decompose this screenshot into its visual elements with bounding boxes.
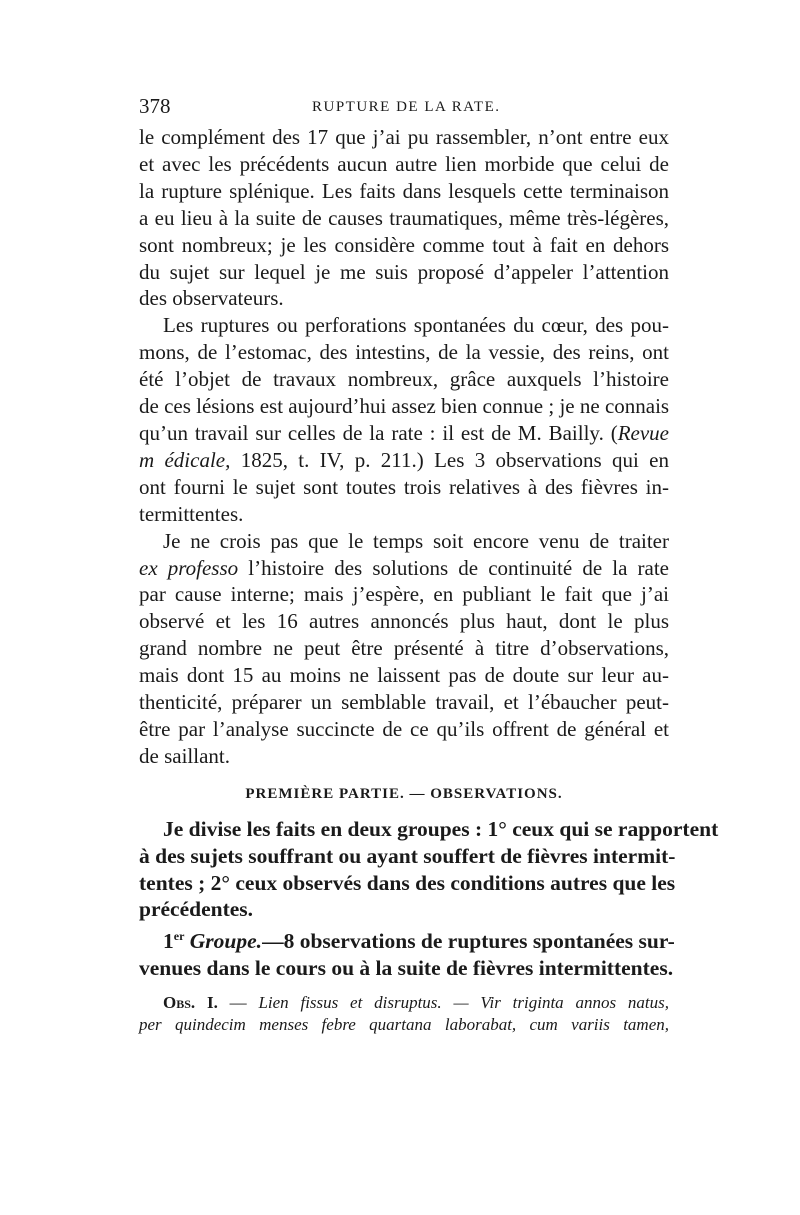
group-number-suffix: er xyxy=(173,929,185,944)
text-line: le complément des 17 que j’ai pu rassembler, n’ont entre eux xyxy=(139,125,669,149)
text-line: à des sujets souffrant ou ayant souffert de fièvres intermit- xyxy=(139,843,676,868)
text-line xyxy=(139,447,669,474)
group-number: 1 xyxy=(163,929,174,954)
text-line: termittentes. xyxy=(139,501,244,526)
text-line: la rupture splénique. Les faits dans lesquels cette terminaison xyxy=(139,178,669,203)
text-line: ont fourni le sujet sont toutes trois relatives à des fièvres in- xyxy=(139,474,669,499)
paragraph-1 xyxy=(139,124,669,312)
group-label: Groupe. xyxy=(189,929,263,954)
text-line: a eu lieu à la suite de causes traumatiques, même très-légères, xyxy=(139,205,669,230)
dash: — xyxy=(217,993,259,1013)
text-line: de ces lésions est aujourd’hui assez bien connue ; je ne connais xyxy=(139,394,670,419)
text-line: venues dans le cours ou à la suite de fièvres intermittentes. xyxy=(139,956,674,981)
latin-text: Lien fissus et disruptus. — Vir triginta annos natus, xyxy=(258,993,669,1013)
text-line xyxy=(139,555,669,582)
text-fragment: qu’un travail sur celles de la rate : il est de M. Bailly. ( xyxy=(139,420,618,445)
page-number: 378 xyxy=(139,94,171,118)
observation-label: Obs. I. xyxy=(163,993,218,1013)
paragraph-2 xyxy=(139,312,669,527)
text-line: et avec les précédents aucun autre lien morbide que celui de xyxy=(139,151,669,176)
journal-title-fragment: Revue xyxy=(617,420,669,445)
paragraph-groups xyxy=(139,816,719,983)
text-line: grand nombre ne peut être présenté à titre d’observations, xyxy=(139,636,669,661)
text-line xyxy=(139,992,669,1014)
book-page xyxy=(139,92,719,1036)
paragraph-3 xyxy=(139,528,669,770)
text-fragment: l’histoire des solutions de continuité de la rate xyxy=(248,555,669,580)
text-line xyxy=(139,420,669,447)
running-title: RUPTURE DE LA RATE. xyxy=(312,99,501,115)
text-line: de saillant. xyxy=(139,743,230,768)
text-line: du sujet sur lequel je me suis proposé d’appeler l’attention xyxy=(139,259,669,284)
group-heading-text: —8 observations de ruptures spontanées sur- xyxy=(262,929,675,954)
text-line xyxy=(139,1014,669,1036)
text-line: été l’objet de travaux nombreux, grâce auxquels l’histoire xyxy=(139,367,669,392)
text-line: mais dont 15 au moins ne laissent pas de doute sur leur au- xyxy=(139,663,669,688)
text-line: Je divise les faits en deux groupes : 1° ceux qui se rapportent xyxy=(163,816,719,841)
text-fragment: 1825, t. IV, p. 211.) Les 3 observations qui en xyxy=(230,447,670,472)
text-line: sont nombreux; je les considère comme tout à fait en dehors xyxy=(139,232,669,257)
journal-title-fragment: m édicale, xyxy=(139,447,231,472)
text-line: mons, de l’estomac, des intestins, de la vessie, des reins, ont xyxy=(139,340,669,365)
latin-text: per quindecim menses febre quartana laborabat, cum variis tamen, xyxy=(139,1015,669,1035)
running-head xyxy=(139,92,669,120)
text-line: précédentes. xyxy=(139,897,254,922)
text-line: des observateurs. xyxy=(139,286,284,311)
text-line: être par l’analyse succincte de ce qu’ils offrent de général et xyxy=(139,716,669,741)
text-line: thenticité, préparer un semblable travail, et l’ébaucher peut- xyxy=(139,690,669,715)
text-line: tentes ; 2° ceux observés dans des conditions autres que les xyxy=(139,870,676,895)
group-heading xyxy=(139,923,675,955)
text-line: Je ne crois pas que le temps soit encore venu de traiter xyxy=(163,528,669,553)
text-line: observé et les 16 autres annoncés plus haut, dont le plus xyxy=(139,609,669,634)
section-title: PREMIÈRE PARTIE. — OBSERVATIONS. xyxy=(245,785,563,802)
text-line: Les ruptures ou perforations spontanées du cœur, des pou- xyxy=(163,313,669,338)
observation-1 xyxy=(139,992,669,1036)
latin-phrase: ex professo xyxy=(139,555,239,580)
text-line: par cause interne; mais j’espère, en publiant le fait que j’ai xyxy=(139,582,669,607)
